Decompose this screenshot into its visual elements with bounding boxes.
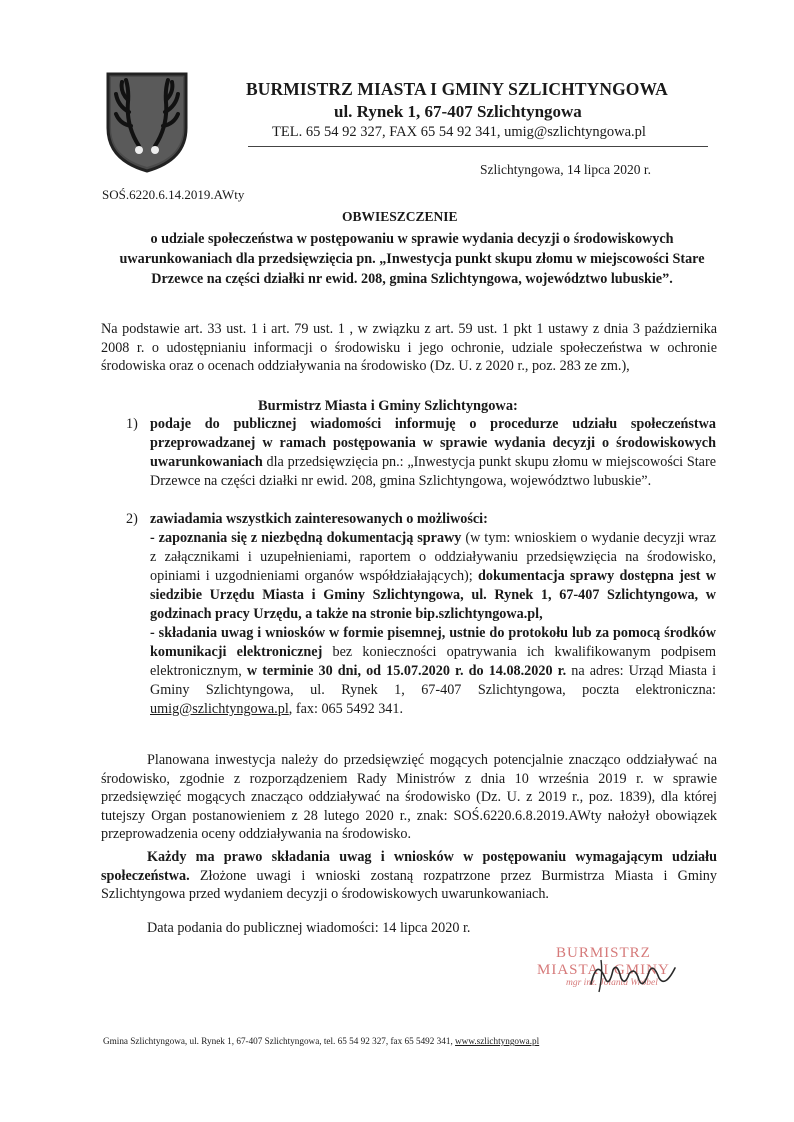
list-item-heading: zawiadamia wszystkich zainteresowanych o możliwości: — [150, 511, 488, 527]
reference-number: SOŚ.6220.6.14.2019.AWty — [102, 187, 245, 202]
stamp-line-1: BURMISTRZ — [556, 945, 651, 961]
antler-coat-of-arms-icon — [104, 70, 190, 174]
document-heading: OBWIESZCZENIE — [342, 209, 458, 224]
legal-basis-paragraph: Na podstawie art. 33 ust. 1 i art. 79 ust. 1 , w związku z art. 59 ust. 1 pkt 1 ustawy z dnia 3 października 2008 r. o udostępnianiu informacji o środowisku i jego ochronie, udziale społeczeństwa w ochronie środowiska oraz o ocenach oddziaływania na środowisko (Dz. U. z 2020 r., poz. 283 ze zm.), — [101, 321, 717, 374]
sub-item-documentation: - zapoznania się z niezbędną dokumentacją sprawy (w tym: wnioskiem o wydanie decyzji wraz z załącznikami i uzupełnieniami, raportem o oddziaływaniu przedsięwzięcia na środowisko, opiniami i uzgodnieniami organów współdziałających); dokumentacja sprawy dostępna jest w siedzibie Urzędu Miasta i Gminy Szlichtyngowa, ul. Rynek 1, 67-407 Szlichtyngowa, w godzinach pracy Urzędu, a także na stronie bip.szlichtyngowa.pl, — [150, 530, 716, 622]
list-number: 1) — [126, 416, 138, 432]
list-item-text: podaje do publicznej wiadomości informuję o procedurze udziału społeczeństwa przeprowadzanej w ramach postępowania w sprawie wydania decyzji o środowiskowych uwarunkowaniach dla przedsięwzięcia pn.: „Inwestycja punkt skupu złomu w miejscowości Stare Drzewce na części działki nr ewid. 208, gmina Szlichtyngowa, województwo lubuskie”. — [150, 416, 716, 489]
issuer-address: ul. Rynek 1, 67-407 Szlichtyngowa — [334, 102, 582, 121]
list-item-2 — [126, 510, 716, 719]
rights-paragraph: Każdy ma prawo składania uwag i wniosków w postępowaniu wymagającym udziału społeczeństwa. Złożone uwagi i wnioski zostaną rozpatrzone przez Burmistrza Miasta i Gminy Szlichtyngowa przed wydaniem decyzji o środowiskowych uwarunkowaniach. — [101, 849, 717, 903]
publication-date: Data podania do publicznej wiadomości: 14 lipca 2020 r. — [147, 920, 471, 936]
list-item-1 — [126, 415, 716, 491]
sub-item-comments: - składania uwag i wniosków w formie pisemnej, ustnie do protokołu lub za pomocą środków komunikacji elektronicznej bez konieczności opatrywania ich kwalifikowanym podpisem elektronicznym, w terminie 30 dni, od 15.07.2020 r. do 14.08.2020 r. na adres: Urząd Miasta i Gminy Szlichtyngowa, ul. Rynek 1, 67-407 Szlichtyngowa, poczta elektroniczna: umig@szlichtyngowa.pl, fax: 065 5492 341. — [150, 625, 717, 717]
list-number: 2) — [126, 511, 138, 527]
stamp-line-2: MIASTA I GMINY — [537, 962, 670, 978]
email-link[interactable]: umig@szlichtyngowa.pl — [150, 701, 289, 717]
signature-icon — [583, 948, 683, 996]
issuer-title: BURMISTRZ MIASTA I GMINY SZLICHTYNGOWA — [246, 79, 668, 99]
stamp-line-3: mgr inż. Jolanta Wróbel — [566, 978, 658, 988]
planned-investment-paragraph: Planowana inwestycja należy do przedsięwzięć mogących potencjalnie znacząco oddziaływać na środowisko, zgodnie z rozporządzeniem Rady Ministrów z dnia 10 września 2019 r. w sprawie przedsięwzięć mogących znacząco oddziaływać na środowisko (Dz. U. z 2019 r., poz. 1839), dla której tutejszy Organ postanowieniem z 28 lutego 2020 r., znak: SOŚ.6220.6.8.2019.AWty nałożył obowiązek przeprowadzenia oceny oddziaływania na środowisko. — [101, 752, 717, 843]
page-footer: Gmina Szlichtyngowa, ul. Rynek 1, 67-407 Szlichtyngowa, tel. 65 54 92 327, fax 65 5492 341, www.szlichtyngowa.pl — [103, 1036, 540, 1046]
website-link[interactable]: www.szlichtyngowa.pl — [455, 1036, 540, 1046]
header-rule — [248, 146, 708, 147]
document-subject: o udziale społeczeństwa w postępowaniu w sprawie wydania decyzji o środowiskowych uwarunkowaniach dla przedsięwzięcia pn. „Inwestycja punkt skupu złomu w miejscowości Stare Drzewce na części działki nr ewid. 208, gmina Szlichtyngowa, województwo lubuskie”. — [119, 231, 705, 287]
mayor-heading: Burmistrz Miasta i Gminy Szlichtyngowa: — [258, 398, 518, 414]
document-date: Szlichtyngowa, 14 lipca 2020 r. — [480, 162, 651, 177]
issuer-contact: TEL. 65 54 92 327, FAX 65 54 92 341, umig@szlichtyngowa.pl — [272, 124, 646, 140]
